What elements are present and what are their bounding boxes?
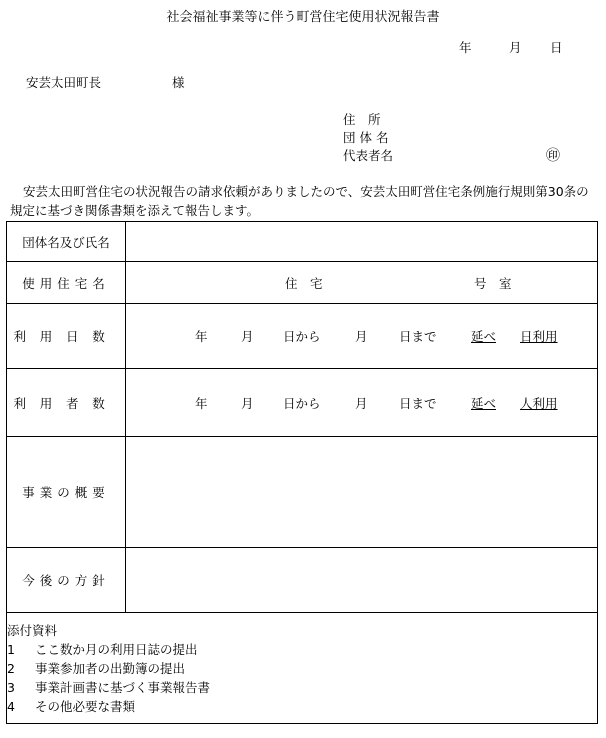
users-month2: 月: [355, 395, 368, 411]
attachment-item: 2 事業参加者の出勤簿の提出: [7, 660, 186, 676]
intro-paragraph: 安芸太田町営住宅の状況報告の請求依頼がありましたので、安芸太田町営住宅条例施行規則第30条の規定に基づき関係書類を添えて報告します。: [10, 184, 589, 218]
addressee-name: 安芸太田町長: [26, 75, 102, 90]
form-title: 社会福祉事業等に伴う町営住宅使用状況報告書: [166, 10, 440, 25]
field-summary[interactable]: [126, 437, 598, 548]
label-users: 利用者数: [7, 369, 126, 437]
addressee-honorific: 様: [172, 75, 185, 90]
field-users[interactable]: [126, 369, 598, 437]
house-unit: 住 宅: [285, 275, 323, 291]
label-summary: 事業の概要: [7, 437, 126, 548]
sender-org-label: 団 体 名: [343, 130, 389, 145]
users-to: 日まで: [399, 395, 437, 411]
field-org[interactable]: [126, 222, 598, 262]
attachments-title: 添付資料: [7, 622, 58, 638]
row-summary: [7, 437, 598, 548]
row-org: [7, 222, 598, 262]
users-year: 年: [195, 395, 208, 411]
days-to: 日まで: [399, 329, 437, 344]
seal-mark: ㊞: [546, 148, 560, 164]
label-house: 使用住宅名: [7, 262, 126, 304]
report-table: [6, 221, 598, 724]
row-house: [7, 262, 598, 304]
field-house[interactable]: [126, 262, 598, 304]
days-month2: 月: [355, 329, 368, 344]
attachment-item: 1 ここ数か月の利用日誌の提出: [7, 641, 198, 657]
label-org: 団体名及び氏名: [7, 222, 126, 262]
room-unit: 号 室: [474, 275, 512, 291]
date-day: 日: [550, 40, 563, 55]
label-policy: 今後の方針: [7, 548, 126, 613]
users-from: 日から: [283, 395, 321, 411]
sender-address-label: 住 所: [343, 112, 381, 127]
field-days[interactable]: [126, 304, 598, 369]
row-attachments: [7, 613, 598, 724]
users-month: 月: [241, 395, 254, 411]
days-year: 年: [195, 329, 208, 344]
date-month: 月: [509, 40, 522, 55]
sender-rep-label: 代表者名: [343, 148, 394, 163]
attachment-item: 3 事業計画書に基づく事業報告書: [7, 679, 211, 695]
days-from: 日から: [283, 329, 321, 344]
days-total: 延べ 日利用: [471, 329, 558, 344]
label-days: 利用日数: [7, 304, 126, 369]
field-policy[interactable]: [126, 548, 598, 613]
attachment-item: 4 その他必要な書類: [7, 698, 136, 714]
users-total: 延べ 人利用: [471, 395, 558, 411]
attachments-section: [7, 613, 598, 724]
row-policy: [7, 548, 598, 613]
days-month: 月: [241, 329, 254, 344]
date-year: 年: [459, 40, 472, 55]
row-days: [7, 304, 598, 369]
row-users: [7, 369, 598, 437]
